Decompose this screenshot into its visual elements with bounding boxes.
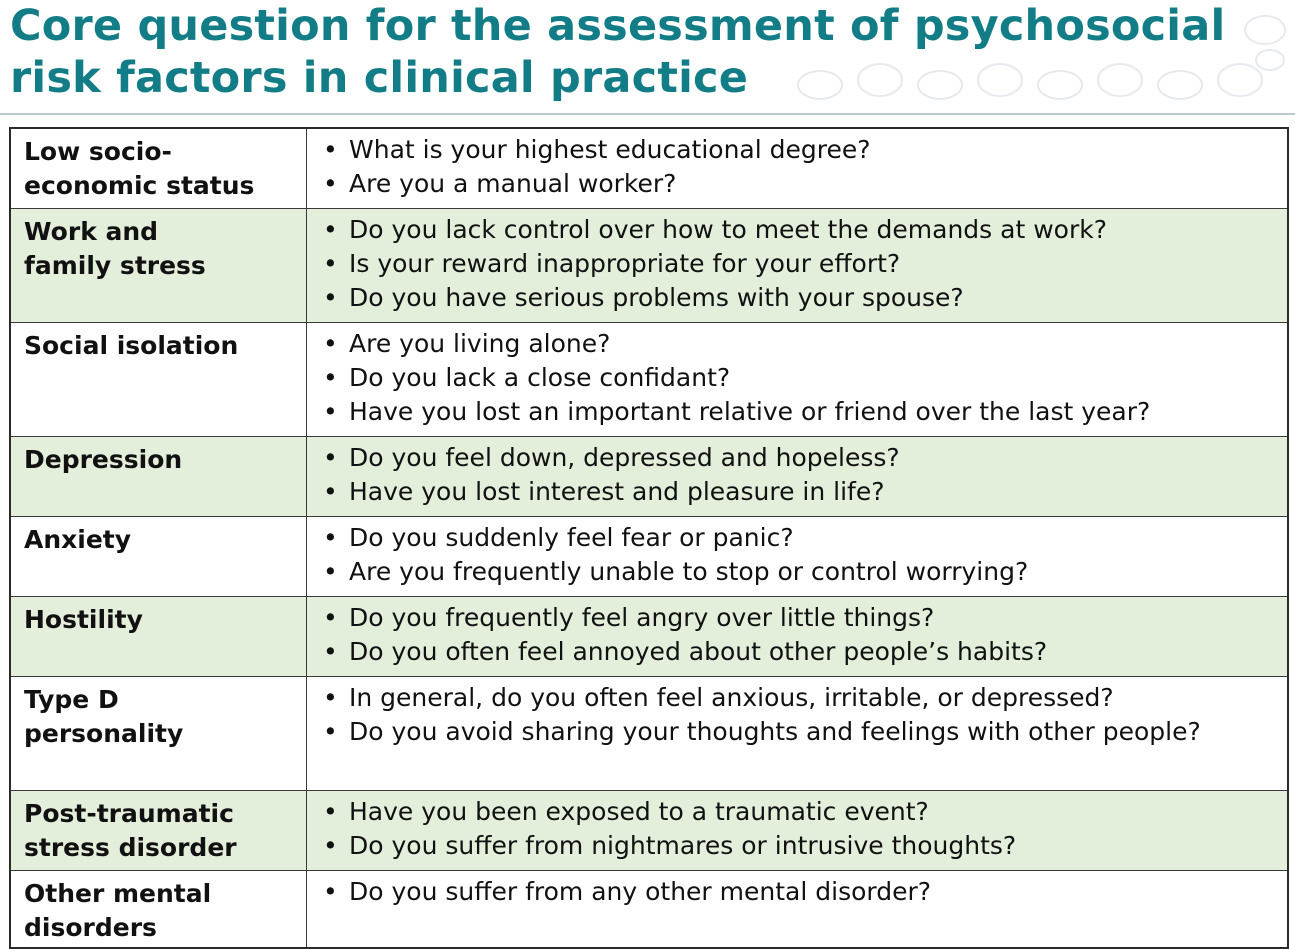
question-text: In general, do you often feel anxious, irritable, or depressed? (349, 682, 1114, 712)
question-list (307, 436, 1289, 516)
question-list (307, 790, 1289, 870)
risk-factor-label: Hostility (10, 596, 307, 676)
question-text: Do you avoid sharing your thoughts and feelings with other people? (349, 716, 1201, 746)
risk-factor-label: Work and family stress (10, 208, 307, 322)
question-item (319, 521, 1279, 555)
question-item (319, 795, 1279, 829)
question-item (319, 829, 1279, 863)
bullet-icon: • (323, 442, 338, 472)
question-item (319, 247, 1279, 281)
question-text: Have you been exposed to a traumatic event? (349, 796, 929, 826)
question-item (319, 167, 1279, 201)
question-item (319, 681, 1279, 715)
bullet-icon: • (323, 328, 338, 358)
question-list (307, 208, 1289, 322)
bullet-icon: • (323, 602, 338, 632)
question-list (307, 128, 1289, 208)
question-list (307, 322, 1289, 436)
bullet-icon: • (323, 362, 338, 392)
question-text: Do you often feel annoyed about other people’s habits? (349, 636, 1048, 666)
table-row (10, 208, 1288, 322)
bullet-icon: • (323, 556, 338, 586)
question-text: Do you frequently feel angry over little things? (349, 602, 935, 632)
question-item (319, 555, 1279, 589)
risk-factor-label: Anxiety (10, 516, 307, 596)
question-list (307, 596, 1289, 676)
question-item (319, 133, 1279, 167)
question-item (319, 361, 1279, 395)
bullet-icon: • (323, 214, 338, 244)
risk-factor-table (9, 127, 1289, 949)
question-text: Have you lost an important relative or friend over the last year? (349, 396, 1151, 426)
bullet-icon: • (323, 716, 338, 746)
question-list (307, 870, 1289, 948)
question-item (319, 635, 1279, 669)
bullet-icon: • (323, 682, 338, 712)
risk-factor-label: Social isolation (10, 322, 307, 436)
question-text: Have you lost interest and pleasure in life? (349, 476, 885, 506)
slide-title: Core question for the assessment of psychosocial risk factors in clinical practice (10, 1, 1226, 103)
question-text: Is your reward inappropriate for your effort? (349, 248, 901, 278)
question-list (307, 516, 1289, 596)
question-list (307, 676, 1289, 790)
table-row (10, 436, 1288, 516)
table-row (10, 870, 1288, 948)
question-item (319, 875, 1279, 909)
risk-factor-label: Other mental disorders (10, 870, 307, 948)
bullet-icon: • (323, 830, 338, 860)
question-text: Do you suffer from any other mental disorder? (349, 876, 932, 906)
bullet-icon: • (323, 248, 338, 278)
risk-factor-label: Depression (10, 436, 307, 516)
bullet-icon: • (323, 476, 338, 506)
bullet-icon: • (323, 876, 338, 906)
question-text: Are you frequently unable to stop or control worrying? (349, 556, 1029, 586)
bullet-icon: • (323, 282, 338, 312)
question-item (319, 327, 1279, 361)
question-item (319, 475, 1279, 509)
question-item (319, 281, 1279, 315)
table-row (10, 128, 1288, 208)
table-row (10, 516, 1288, 596)
table-row (10, 322, 1288, 436)
bullet-icon: • (323, 169, 338, 198)
bullet-icon: • (323, 636, 338, 666)
risk-factor-label: Type D personality (10, 676, 307, 790)
table-row (10, 676, 1288, 790)
bullet-icon: • (323, 796, 338, 826)
question-text: Do you have serious problems with your spouse? (349, 282, 964, 312)
table-row (10, 790, 1288, 870)
question-text: Do you suffer from nightmares or intrusive thoughts? (349, 830, 1017, 860)
bullet-icon: • (323, 522, 338, 552)
table-row (10, 596, 1288, 676)
bullet-icon: • (323, 396, 338, 426)
question-item (319, 601, 1279, 635)
risk-factor-label: Post-traumatic stress disorder (10, 790, 307, 870)
question-item (319, 441, 1279, 475)
question-item (319, 395, 1279, 429)
question-text: Are you a manual worker? (349, 169, 677, 198)
question-item (319, 715, 1279, 749)
question-item (319, 213, 1279, 247)
bullet-icon: • (323, 135, 338, 164)
question-text: Are you living alone? (349, 328, 611, 358)
question-text: Do you feel down, depressed and hopeless? (349, 442, 900, 472)
question-text: What is your highest educational degree? (349, 135, 871, 164)
question-text: Do you lack a close confidant? (349, 362, 731, 392)
risk-factor-label: Low socio- economic status (10, 128, 307, 208)
title-divider (0, 113, 1295, 115)
question-text: Do you lack control over how to meet the demands at work? (349, 214, 1107, 244)
question-text: Do you suddenly feel fear or panic? (349, 522, 794, 552)
